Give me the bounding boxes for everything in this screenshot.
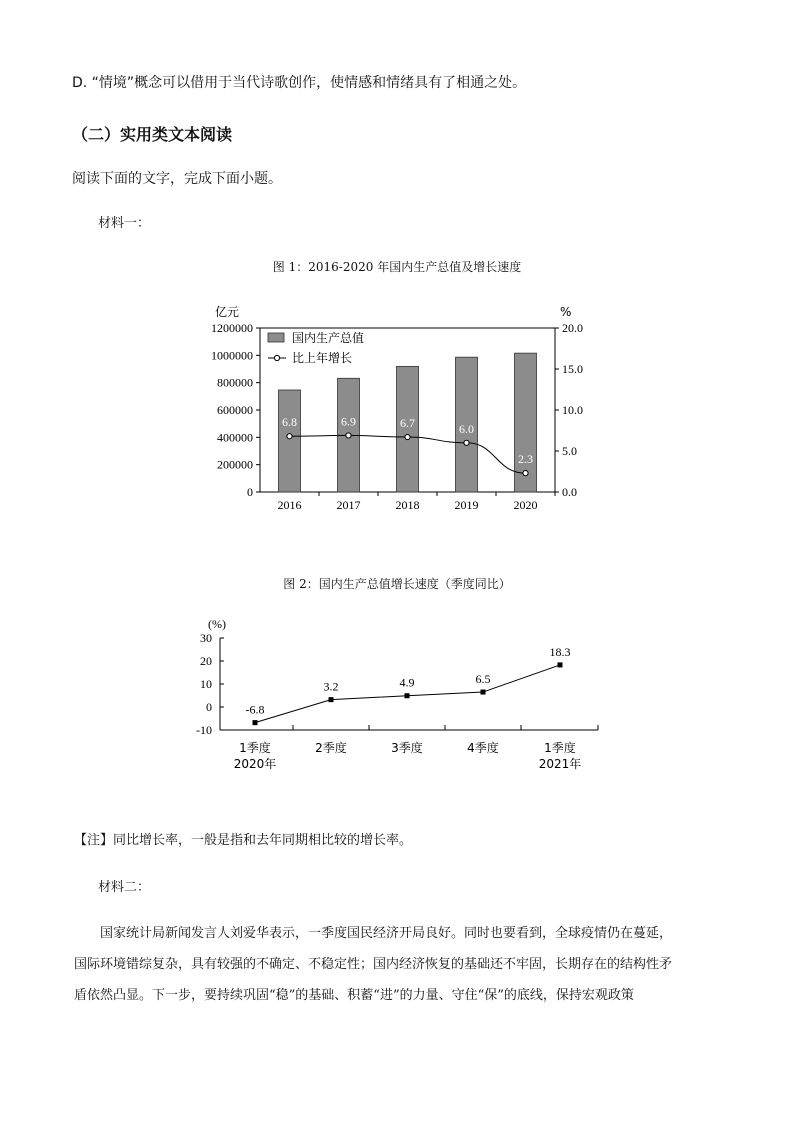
y-axis-unit: (%) xyxy=(208,617,226,631)
left-tick-label: 200000 xyxy=(217,457,253,472)
growth-data-label: 18.3 xyxy=(549,644,571,659)
paragraph-line: 盾依然凸显。下一步，要持续巩固“稳”的基础、积蓄“进”的力量、守住“保”的底线，保持宏观政策 xyxy=(74,988,634,1003)
left-tick-label: 800000 xyxy=(217,375,253,390)
growth-point xyxy=(558,662,563,667)
note: 【注】同比增长率，一般是指和去年同期相比较的增长率。 xyxy=(74,833,413,848)
option-d: D. “情境”概念可以借用于当代诗歌创作，使情感和情绪具有了相通之处。 xyxy=(72,75,527,91)
left-tick-label: 600000 xyxy=(217,403,253,417)
right-tick-label: 5.0 xyxy=(562,444,577,458)
growth-point xyxy=(523,471,528,476)
x-tick-label: 2季度 xyxy=(315,741,347,755)
growth-data-label: 4.9 xyxy=(399,675,415,690)
legend-label-gdp: 国内生产总值 xyxy=(292,331,365,345)
legend-label-growth: 比上年增长 xyxy=(292,351,353,365)
left-tick-label: 1200000 xyxy=(211,321,253,335)
paragraph-line: 国际环境错综复杂，具有较强的不确定、不稳定性；国内经济恢复的基础还不牢固，长期存在的结构性矛 xyxy=(74,957,673,972)
growth-data-label: 6.5 xyxy=(475,672,491,687)
legend-swatch-gdp xyxy=(268,333,284,342)
growth-data-label: 3.2 xyxy=(323,679,339,694)
right-axis-unit: % xyxy=(560,305,572,319)
growth-point xyxy=(287,434,292,439)
left-tick-label: 0 xyxy=(247,485,253,499)
x-tick-label: 2016 xyxy=(277,498,302,512)
figure2-title: 图 2：国内生产总值增长速度（季度同比） xyxy=(283,577,511,591)
x-tick-label: 2020 xyxy=(513,498,538,512)
x-tick-label: 2019 xyxy=(454,498,479,512)
growth-point xyxy=(329,697,334,702)
x-tick-label: 2017 xyxy=(336,498,361,512)
left-tick-label: 400000 xyxy=(217,430,253,445)
x-tick-label: 2018 xyxy=(395,498,420,512)
growth-point xyxy=(481,690,486,695)
section-title: （二）实用类文本阅读 xyxy=(72,125,233,144)
right-tick-label: 15.0 xyxy=(562,362,583,376)
figure1-title: 图 1：2016-2020 年国内生产总值及增长速度 xyxy=(272,260,522,274)
x-tick-sublabel: 2020年 xyxy=(233,757,277,771)
figure2-chart xyxy=(190,612,620,782)
x-tick-sublabel: 2021年 xyxy=(538,757,582,771)
y-tick-label: 0 xyxy=(206,700,212,714)
material1-label: 材料一： xyxy=(98,216,151,231)
x-tick-label: 1季度 xyxy=(544,741,576,755)
growth-data-label: 6.9 xyxy=(341,414,356,429)
y-tick-label: 30 xyxy=(200,631,212,645)
paragraph-line: 国家统计局新闻发言人刘爱华表示，一季度国民经济开局良好。同时也要看到，全球疫情仍在蔓延， xyxy=(100,926,673,941)
growth-point xyxy=(405,693,410,698)
growth-data-label: 6.0 xyxy=(459,421,474,436)
x-tick-label: 3季度 xyxy=(391,741,423,755)
material2-label: 材料二： xyxy=(98,880,151,895)
figure1-chart xyxy=(200,298,600,518)
growth-data-label: 6.7 xyxy=(400,416,415,431)
x-tick-label: 1季度 xyxy=(239,741,271,755)
y-tick-label: 20 xyxy=(200,654,212,668)
growth-point xyxy=(253,720,258,725)
instruction: 阅读下面的文字，完成下面小题。 xyxy=(72,171,282,187)
right-tick-label: 0.0 xyxy=(562,485,577,499)
growth-data-label: 2.3 xyxy=(518,452,533,467)
legend-marker-growth xyxy=(274,355,279,360)
left-tick-label: 1000000 xyxy=(211,348,253,363)
growth-point xyxy=(464,440,469,445)
material2-paragraph xyxy=(74,918,720,1011)
growth-point xyxy=(405,434,410,439)
left-axis-unit: 亿元 xyxy=(215,305,240,319)
y-tick-label: 10 xyxy=(200,677,212,691)
y-tick-label: -10 xyxy=(196,723,212,737)
right-tick-label: 20.0 xyxy=(562,321,583,335)
growth-data-label: 6.8 xyxy=(282,415,297,430)
right-tick-label: 10.0 xyxy=(562,403,583,417)
gdp-bar xyxy=(279,390,301,492)
growth-data-label: -6.8 xyxy=(245,702,265,717)
x-tick-label: 4季度 xyxy=(467,741,499,755)
growth-point xyxy=(346,433,351,438)
